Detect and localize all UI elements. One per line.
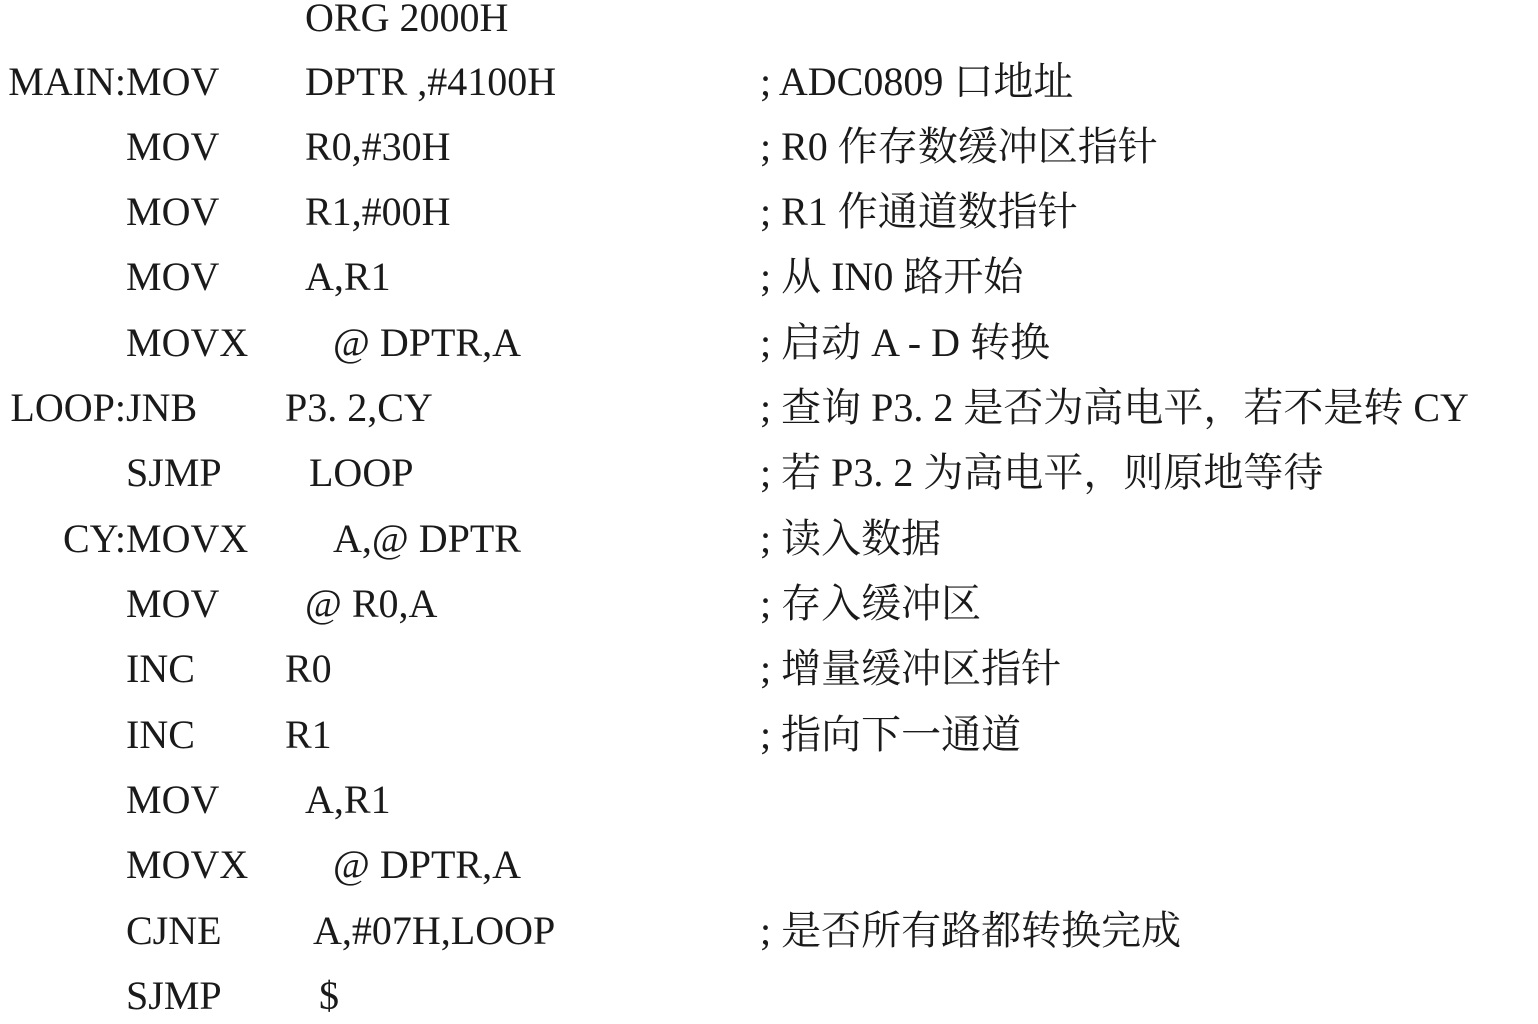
instruction-operand: A,#07H,LOOP (313, 908, 556, 953)
instruction-mnemonic: MOV (126, 189, 220, 234)
instruction-mnemonic: MOV (126, 124, 220, 169)
instruction-operand: $ (319, 973, 339, 1018)
instruction-operand: P3. 2,CY (285, 385, 433, 430)
line-label: CY: (62, 516, 126, 561)
instruction-mnemonic: MOVX (126, 516, 249, 561)
code-line (0, 903, 1538, 959)
instruction-operand: R1 (285, 712, 332, 757)
instruction-operand: A,@ DPTR (333, 516, 521, 561)
instruction-operand: R1,#00H (305, 189, 451, 234)
line-label: MAIN: (8, 59, 126, 104)
instruction-mnemonic: MOV (126, 777, 220, 822)
line-comment: ; 增量缓冲区指针 (760, 646, 1062, 691)
line-comment: ; 查询 P3. 2 是否为高电平，若不是转 CY (760, 385, 1469, 430)
instruction-mnemonic: INC (126, 712, 195, 757)
instruction-operand: A,R1 (305, 777, 391, 822)
line-comment: ; ADC0809 口地址 (760, 59, 1074, 104)
line-comment: ; 存入缓冲区 (760, 581, 982, 626)
line-comment: ; R1 作通道数指针 (760, 189, 1078, 234)
instruction-mnemonic: INC (126, 646, 195, 691)
instruction-operand: DPTR ,#4100H (305, 59, 557, 104)
instruction-operand: R0 (285, 646, 332, 691)
code-line (0, 249, 1538, 305)
code-line (0, 445, 1538, 501)
instruction-mnemonic: SJMP (126, 973, 222, 1018)
instruction-operand: @ R0,A (305, 581, 438, 626)
line-comment: ; 启动 A - D 转换 (760, 320, 1050, 365)
instruction-mnemonic: JNB (126, 385, 198, 430)
instruction-operand: @ DPTR,A (333, 842, 521, 887)
line-comment: ; 若 P3. 2 为高电平，则原地等待 (760, 450, 1324, 495)
instruction-mnemonic: MOVX (126, 320, 249, 365)
instruction-operand: LOOP (309, 450, 414, 495)
instruction-mnemonic: MOV (126, 254, 220, 299)
code-line (0, 837, 1538, 893)
code-line (0, 184, 1538, 240)
line-comment: ; 是否所有路都转换完成 (760, 908, 1182, 953)
line-comment: ; R0 作存数缓冲区指针 (760, 124, 1158, 169)
line-comment: ; 指向下一通道 (760, 712, 1022, 757)
instruction-operand: A,R1 (305, 254, 391, 299)
line-label: LOOP: (10, 385, 126, 430)
code-line-org (0, 0, 1538, 46)
instruction-operand: @ DPTR,A (333, 320, 521, 365)
instruction-mnemonic: MOV (126, 581, 220, 626)
code-line-cy (0, 511, 1538, 567)
code-line-loop (0, 380, 1538, 436)
instruction-mnemonic: CJNE (126, 908, 222, 953)
instruction-mnemonic: MOV (126, 59, 220, 104)
code-line (0, 119, 1538, 175)
line-comment: ; 读入数据 (760, 516, 942, 561)
code-line (0, 315, 1538, 371)
code-line (0, 707, 1538, 763)
instruction-operand: R0,#30H (305, 124, 451, 169)
code-line-main (0, 54, 1538, 110)
line-comment: ; 从 IN0 路开始 (760, 254, 1024, 299)
instruction-mnemonic: MOVX (126, 842, 249, 887)
code-line (0, 576, 1538, 632)
instruction-mnemonic: SJMP (126, 450, 222, 495)
code-line (0, 641, 1538, 697)
instruction-operand: ORG 2000H (305, 0, 509, 40)
code-line (0, 772, 1538, 828)
